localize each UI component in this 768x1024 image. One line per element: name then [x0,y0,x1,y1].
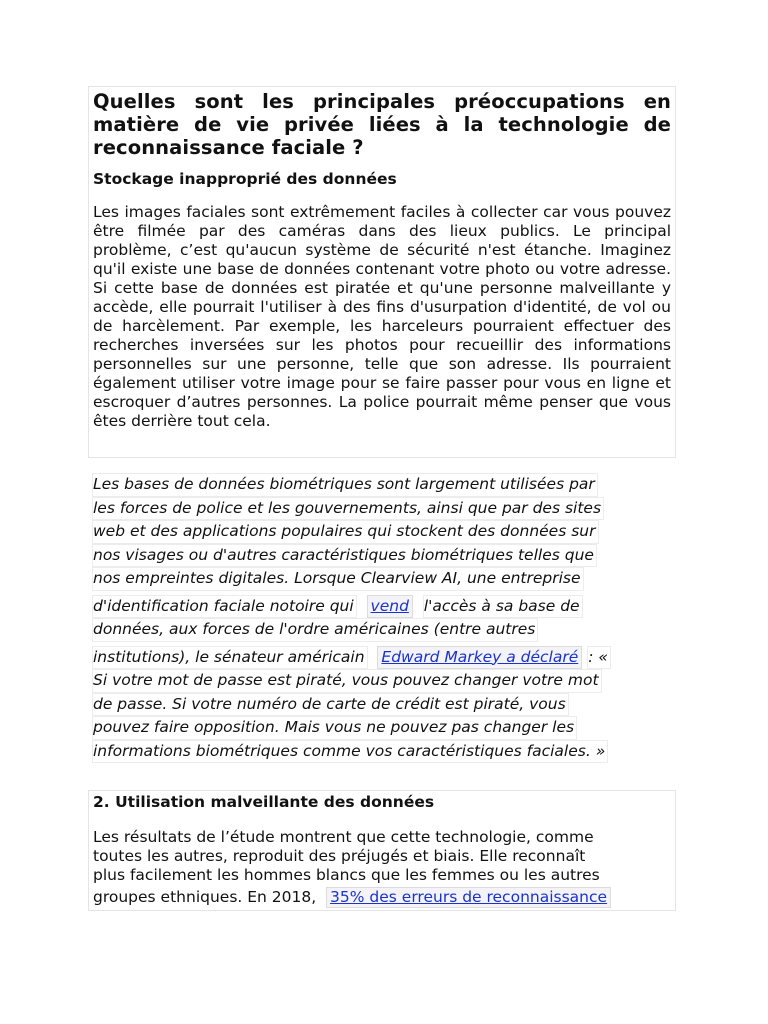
quote-line: Les bases de données biométriques sont largement utilisées par [92,473,598,497]
quote-line: d'identification faciale notoire qui [92,595,357,619]
quote-line: pouvez faire opposition. Mais vous ne pouvez pas changer les [92,716,577,740]
link-vend[interactable]: vend [367,595,413,619]
page-title: Quelles sont les principales préoccupations en matière de vie privée liées à la technologie de reconnaissance faciale ? [93,90,671,159]
quote-line: l'accès à sa base de [423,595,583,619]
paragraph-line: toutes les autres, reproduit des préjugés et biais. Elle reconnaît [93,847,586,865]
paragraph-storage: Les images faciales sont extrêmement faciles à collecter car vous pouvez être filmée par des caméras dans des lieux publics. Le principal problème, c’est qu'aucun système de sécurité n'est étanche. Imaginez qu'il existe une base de données contenant votre photo ou votre adresse. Si cette base de données est piratée et qu'une personne malveillante y accède, elle pourrait l'utiliser à des fins d'usurpation d'identité, de vol ou de harcèlement. Par exemple, les harceleurs pourraient effectuer des recherches inversées sur les photos pour recueillir des informations personnelles sur une personne, telle que son adresse. Ils pourraient également utiliser votre image pour se faire passer pour vous en ligne et escroquer d’autres personnes. La police pourrait même penser que vous êtes derrière tout cela. [93,203,671,430]
quote-line: nos visages ou d'autres caractéristiques biométriques telles que [92,544,597,568]
paragraph-line: groupes ethniques. En 2018, [93,888,317,906]
quote-line: données, aux forces de l'ordre américaines (entre autres [92,618,538,642]
section-heading: 2. Utilisation malveillante des données [93,793,435,811]
section-privacy-concerns [88,86,676,458]
link-edward-markey[interactable]: Edward Markey a déclaré [377,646,582,670]
paragraph-line: plus facilement les hommes blancs que les femmes ou les autres [93,866,600,884]
quote-block [92,473,676,763]
quote-line: les forces de police et les gouvernements, ainsi que par des sites [92,497,604,521]
quote-line: informations biométriques comme vos caractéristiques faciales. » [92,740,608,764]
quote-line: de passe. Si votre numéro de carte de crédit est piraté, vous [92,693,569,717]
link-recognition-errors[interactable]: 35% des erreurs de reconnaissance [326,887,611,908]
paragraph-line: Les résultats de l’étude montrent que cette technologie, comme [93,828,594,846]
quote-line: institutions), le sénateur américain [92,646,368,670]
quote-line: Si votre mot de passe est piraté, vous pouvez changer votre mot [92,669,602,693]
quote-line: : « [587,646,611,670]
quote-line: nos empreintes digitales. Lorsque Clearview AI, une entreprise [92,567,584,591]
subheading-improper-storage: Stockage inapproprié des données [93,170,397,188]
quote-line: web et des applications populaires qui stockent des données sur [92,520,599,544]
paragraph-bias [93,828,671,908]
section-malicious-use [88,790,676,911]
